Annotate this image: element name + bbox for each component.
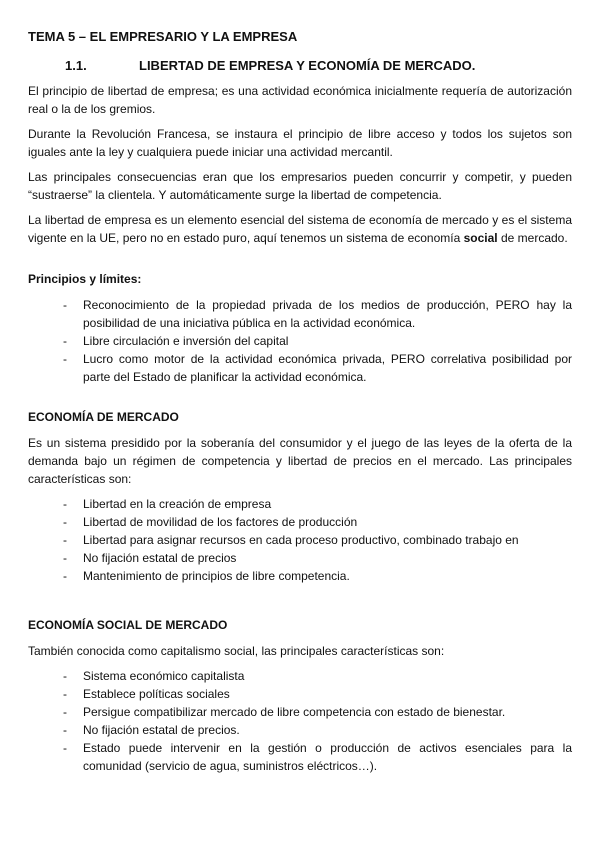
list-item xyxy=(28,531,572,549)
bullet-dash: - xyxy=(63,569,67,583)
intro-paragraph-3: Las principales consecuencias eran que los empresarios pueden concurrir y competir, y pueden “sustraerse” la clientela. Y automáticamente surge la libertad de competencia. xyxy=(28,170,572,202)
intro-paragraph-1: El principio de libertad de empresa; es una actividad económica inicialmente requería de autorización real o la de los gremios. xyxy=(28,84,572,116)
list-item xyxy=(28,296,572,332)
list-item-text: No fijación estatal de precios. xyxy=(83,723,240,737)
list-item xyxy=(28,739,572,775)
list-item xyxy=(28,332,572,350)
intro-paragraph-2: Durante la Revolución Francesa, se instaura el principio de libre acceso y todos los sujetos son iguales ante la ley y cualquiera puede iniciar una actividad mercantil. xyxy=(28,127,572,159)
list-item-text: Libertad de movilidad de los factores de producción xyxy=(83,515,358,529)
bullet-dash: - xyxy=(63,352,67,366)
list-item xyxy=(28,685,572,703)
mercado-paragraph: Es un sistema presidido por la soberanía del consumidor y el juego de las leyes de la oferta de la demanda bajo un régimen de competencia y libertad de precios en el mercado. Las principales características son: xyxy=(28,436,572,486)
list-item-text: Mantenimiento de principios de libre competencia. xyxy=(83,569,350,583)
list-item-text: Reconocimiento de la propiedad privada de los medios de producción, PERO hay la posibilidad de una iniciativa pública en la actividad económica. xyxy=(83,298,572,330)
list-item-text: Establece políticas sociales xyxy=(83,687,230,701)
bullet-dash: - xyxy=(63,705,67,719)
section-heading xyxy=(65,58,475,73)
mercado-heading: ECONOMÍA DE MERCADO xyxy=(28,410,179,424)
list-item xyxy=(28,567,572,585)
list-item-text: Libertad en la creación de empresa xyxy=(83,497,272,511)
social-heading: ECONOMÍA SOCIAL DE MERCADO xyxy=(28,618,228,632)
list-item xyxy=(28,513,572,531)
principios-list xyxy=(28,296,572,386)
list-item-text: Estado puede intervenir en la gestión o producción de activos esenciales para la comunidad (servicio de agua, suministros eléctricos…). xyxy=(83,741,572,773)
list-item-text: No fijación estatal de precios xyxy=(83,551,237,565)
bullet-dash: - xyxy=(63,687,67,701)
bullet-dash: - xyxy=(63,497,67,511)
social-list xyxy=(28,667,572,775)
paragraph-text-end: de mercado. xyxy=(497,231,568,245)
bullet-dash: - xyxy=(63,298,67,312)
social-paragraph: También conocida como capitalismo social, las principales características son: xyxy=(28,644,445,658)
list-item xyxy=(28,703,572,721)
bullet-dash: - xyxy=(63,723,67,737)
principios-heading: Principios y límites: xyxy=(28,272,142,286)
list-item-text: Libre circulación e inversión del capital xyxy=(83,334,289,348)
emphasis-social: social xyxy=(463,231,498,245)
document-title: TEMA 5 – EL EMPRESARIO Y LA EMPRESA xyxy=(28,29,298,44)
bullet-dash: - xyxy=(63,334,67,348)
list-item-text: Lucro como motor de la actividad económica privada, PERO correlativa posibilidad por parte del Estado de planificar la actividad económica. xyxy=(83,352,572,384)
bullet-dash: - xyxy=(63,551,67,565)
section-number: 1.1. xyxy=(65,58,87,73)
list-item-text: Persigue compatibilizar mercado de libre competencia con estado de bienestar. xyxy=(83,705,506,719)
list-item xyxy=(28,495,572,513)
bullet-dash: - xyxy=(63,741,67,755)
bullet-dash: - xyxy=(63,669,67,683)
mercado-list xyxy=(28,495,572,585)
list-item-text: Sistema económico capitalista xyxy=(83,669,245,683)
list-item-text: Libertad para asignar recursos en cada proceso productivo, combinado trabajo en xyxy=(83,533,519,547)
paragraph-text: La libertad de empresa es un elemento esencial del sistema de economía de mercado y es el sistema vigente en la UE, pero no en estado puro, aquí tenemos un sistema de economía xyxy=(28,213,572,245)
list-item xyxy=(28,350,572,386)
list-item xyxy=(28,549,572,567)
list-item xyxy=(28,667,572,685)
intro-paragraph-4 xyxy=(28,211,572,247)
section-title: LIBERTAD DE EMPRESA Y ECONOMÍA DE MERCADO. xyxy=(139,58,476,73)
list-item xyxy=(28,721,572,739)
bullet-dash: - xyxy=(63,515,67,529)
bullet-dash: - xyxy=(63,533,67,547)
